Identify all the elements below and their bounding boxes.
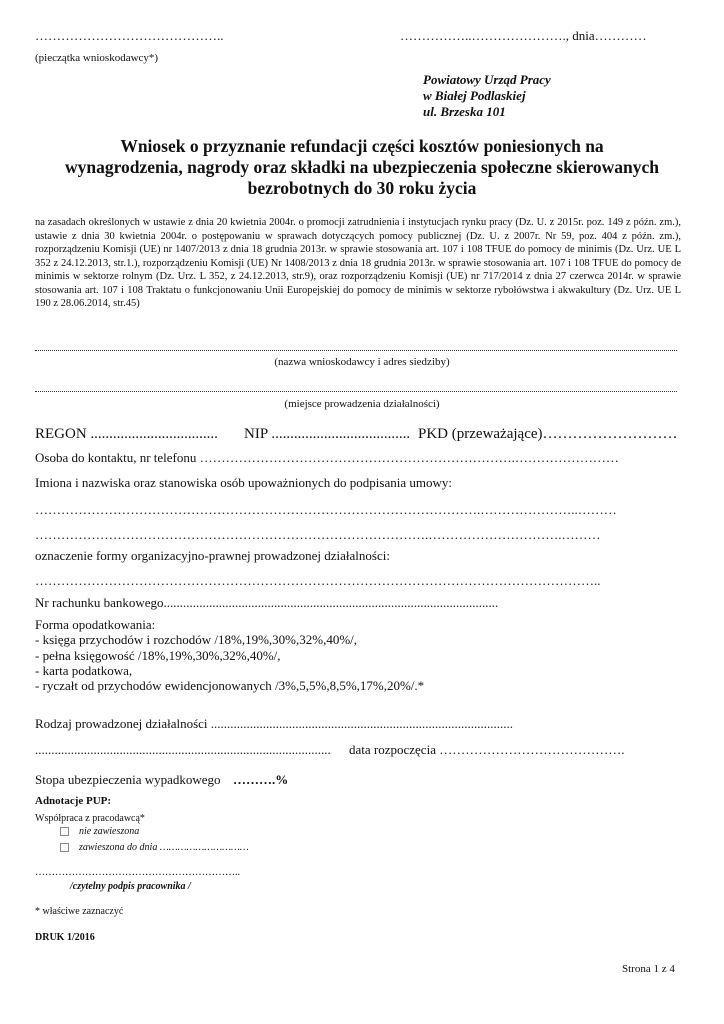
signature-caption: /czytelny podpis pracownika /: [70, 881, 191, 892]
authorized-label: Imiona i nazwiska oraz stanowiska osób upoważnionych do podpisania umowy:: [35, 475, 452, 490]
contact-field[interactable]: Osoba do kontaktu, nr telefonu ……………………………………………………………….……………………: [35, 450, 619, 465]
activity-line[interactable]: ...........................................................................................: [35, 742, 331, 757]
regon-field[interactable]: REGON ..................................: [35, 426, 218, 442]
recipient-street: ul. Brzeska 101: [423, 104, 506, 119]
accident-rate-label: Stopa ubezpieczenia wypadkowego: [35, 772, 221, 787]
location-caption: (miejsce prowadzenia działalności): [284, 398, 440, 410]
stamp-dots: ……………………………………..: [35, 28, 224, 43]
cooperation-label: Współpraca z pracodawcą*: [35, 813, 145, 824]
applicant-caption: (nazwa wnioskodawcy i adres siedziby): [274, 356, 450, 368]
accident-rate-value[interactable]: ……….%: [233, 772, 289, 787]
recipient-name: Powiatowy Urząd Pracy: [423, 72, 551, 87]
tax-option: - karta podatkowa,: [35, 663, 133, 678]
applicant-name-line[interactable]: [35, 350, 677, 351]
legal-form-label: oznaczenie formy organizacyjno-prawnej prowadzonej działalności:: [35, 548, 390, 563]
option-suspended[interactable]: [60, 842, 249, 853]
checkbox-icon[interactable]: [60, 827, 69, 836]
option-not-suspended-label: nie zawieszona: [79, 826, 140, 837]
footnote: * właściwe zaznaczyć: [35, 906, 124, 917]
form-code: DRUK 1/2016: [35, 932, 95, 943]
authorized-line-1[interactable]: ………………………………………………………………………………………….…………………..………: [35, 502, 617, 517]
location-line[interactable]: [35, 391, 677, 392]
pkd-field[interactable]: PKD (przeważające)………………………: [418, 426, 678, 442]
checkbox-icon[interactable]: [60, 843, 69, 852]
office-notes-heading: Adnotacje PUP:: [35, 795, 112, 807]
tax-option: - ryczałt od przychodów ewidencjonowanych /3%,5,5%,8,5%,17%,20%/.*: [35, 678, 425, 693]
option-suspended-label: zawieszona do dnia …………………………: [79, 842, 249, 853]
date-line: ……………..…………………., dnia…………: [400, 28, 647, 43]
tax-option: - księga przychodów i rozchodów /18%,19%,30%,32%,40%/,: [35, 632, 358, 647]
page-number: Strona 1 z 4: [622, 963, 675, 975]
nip-field[interactable]: NIP .....................................: [244, 426, 411, 442]
signature-dots[interactable]: ……………………………………………………..: [35, 867, 240, 878]
document-title: Wniosek o przyznanie refundacji części kosztów poniesionych na wynagrodzenia, nagrody oraz składki na ubezpieczenia społeczne skierowanych bezrobotnych do 30 roku życia: [64, 136, 660, 198]
tax-form-label: Forma opodatkowania:: [35, 617, 156, 632]
option-not-suspended[interactable]: [60, 826, 139, 837]
legal-form-line[interactable]: …………………………………………………………………………………………………………………..: [35, 573, 601, 588]
start-date-field[interactable]: data rozpoczęcia …………………………………….: [349, 742, 625, 757]
stamp-caption: (pieczątka wnioskodawcy*): [35, 52, 159, 64]
bank-account-field[interactable]: Nr rachunku bankowego.......................................................................................................: [35, 595, 499, 610]
tax-option: - pełna księgowość /18%,19%,30%,32%,40%/,: [35, 648, 281, 663]
activity-type-field[interactable]: Rodzaj prowadzonej działalności .............................................................................................: [35, 716, 514, 731]
recipient-city: w Białej Podlaskiej: [423, 88, 526, 103]
authorized-line-2[interactable]: ……………………………………………………………………………….………………………….………: [35, 527, 601, 542]
legal-basis: na zasadach określonych w ustawie z dnia 20 kwietnia 2004r. o promocji zatrudnienia i instytucjach rynku pracy (Dz. U. z 2015r. poz. 149 z późn. zm.), ustawie z dnia 30 kwietnia 2004r. o postępowaniu w sprawach dotyczących pomocy publicznej (Dz. U. z 2007r. Nr 59, poz. 404 z późn. zm.), rozporządzeniu Komisji (UE) nr 1407/2013 z dnia 18 grudnia 2013r. w sprawie stosowania art. 107 i 108 TFUE do pomocy de minimis (Dz. Urz. UE L 352 z 24.12.2013, str.1.), rozporządzeniu Komisji (UE) Nr 1408/2013 z dnia 18 grudnia 2013r. w sprawie stosowania art. 107 i 108 TFUE do pomocy de minimis w sektorze rolnym (Dz. Urz. L 352, z 24.12.2013, str.9), oraz rozporządzeniu Komisji (UE) nr 717/2014 z dnia 27 czerwca 2014r. w sprawie stosowania art. 107 i 108 Traktatu o funkcjonowaniu Unii Europejskiej do pomocy de minimis w sektorze rybołówstwa i akwakultury (Dz. Urz. UE L 190 z 28.06.2014, str.45): [35, 217, 681, 309]
